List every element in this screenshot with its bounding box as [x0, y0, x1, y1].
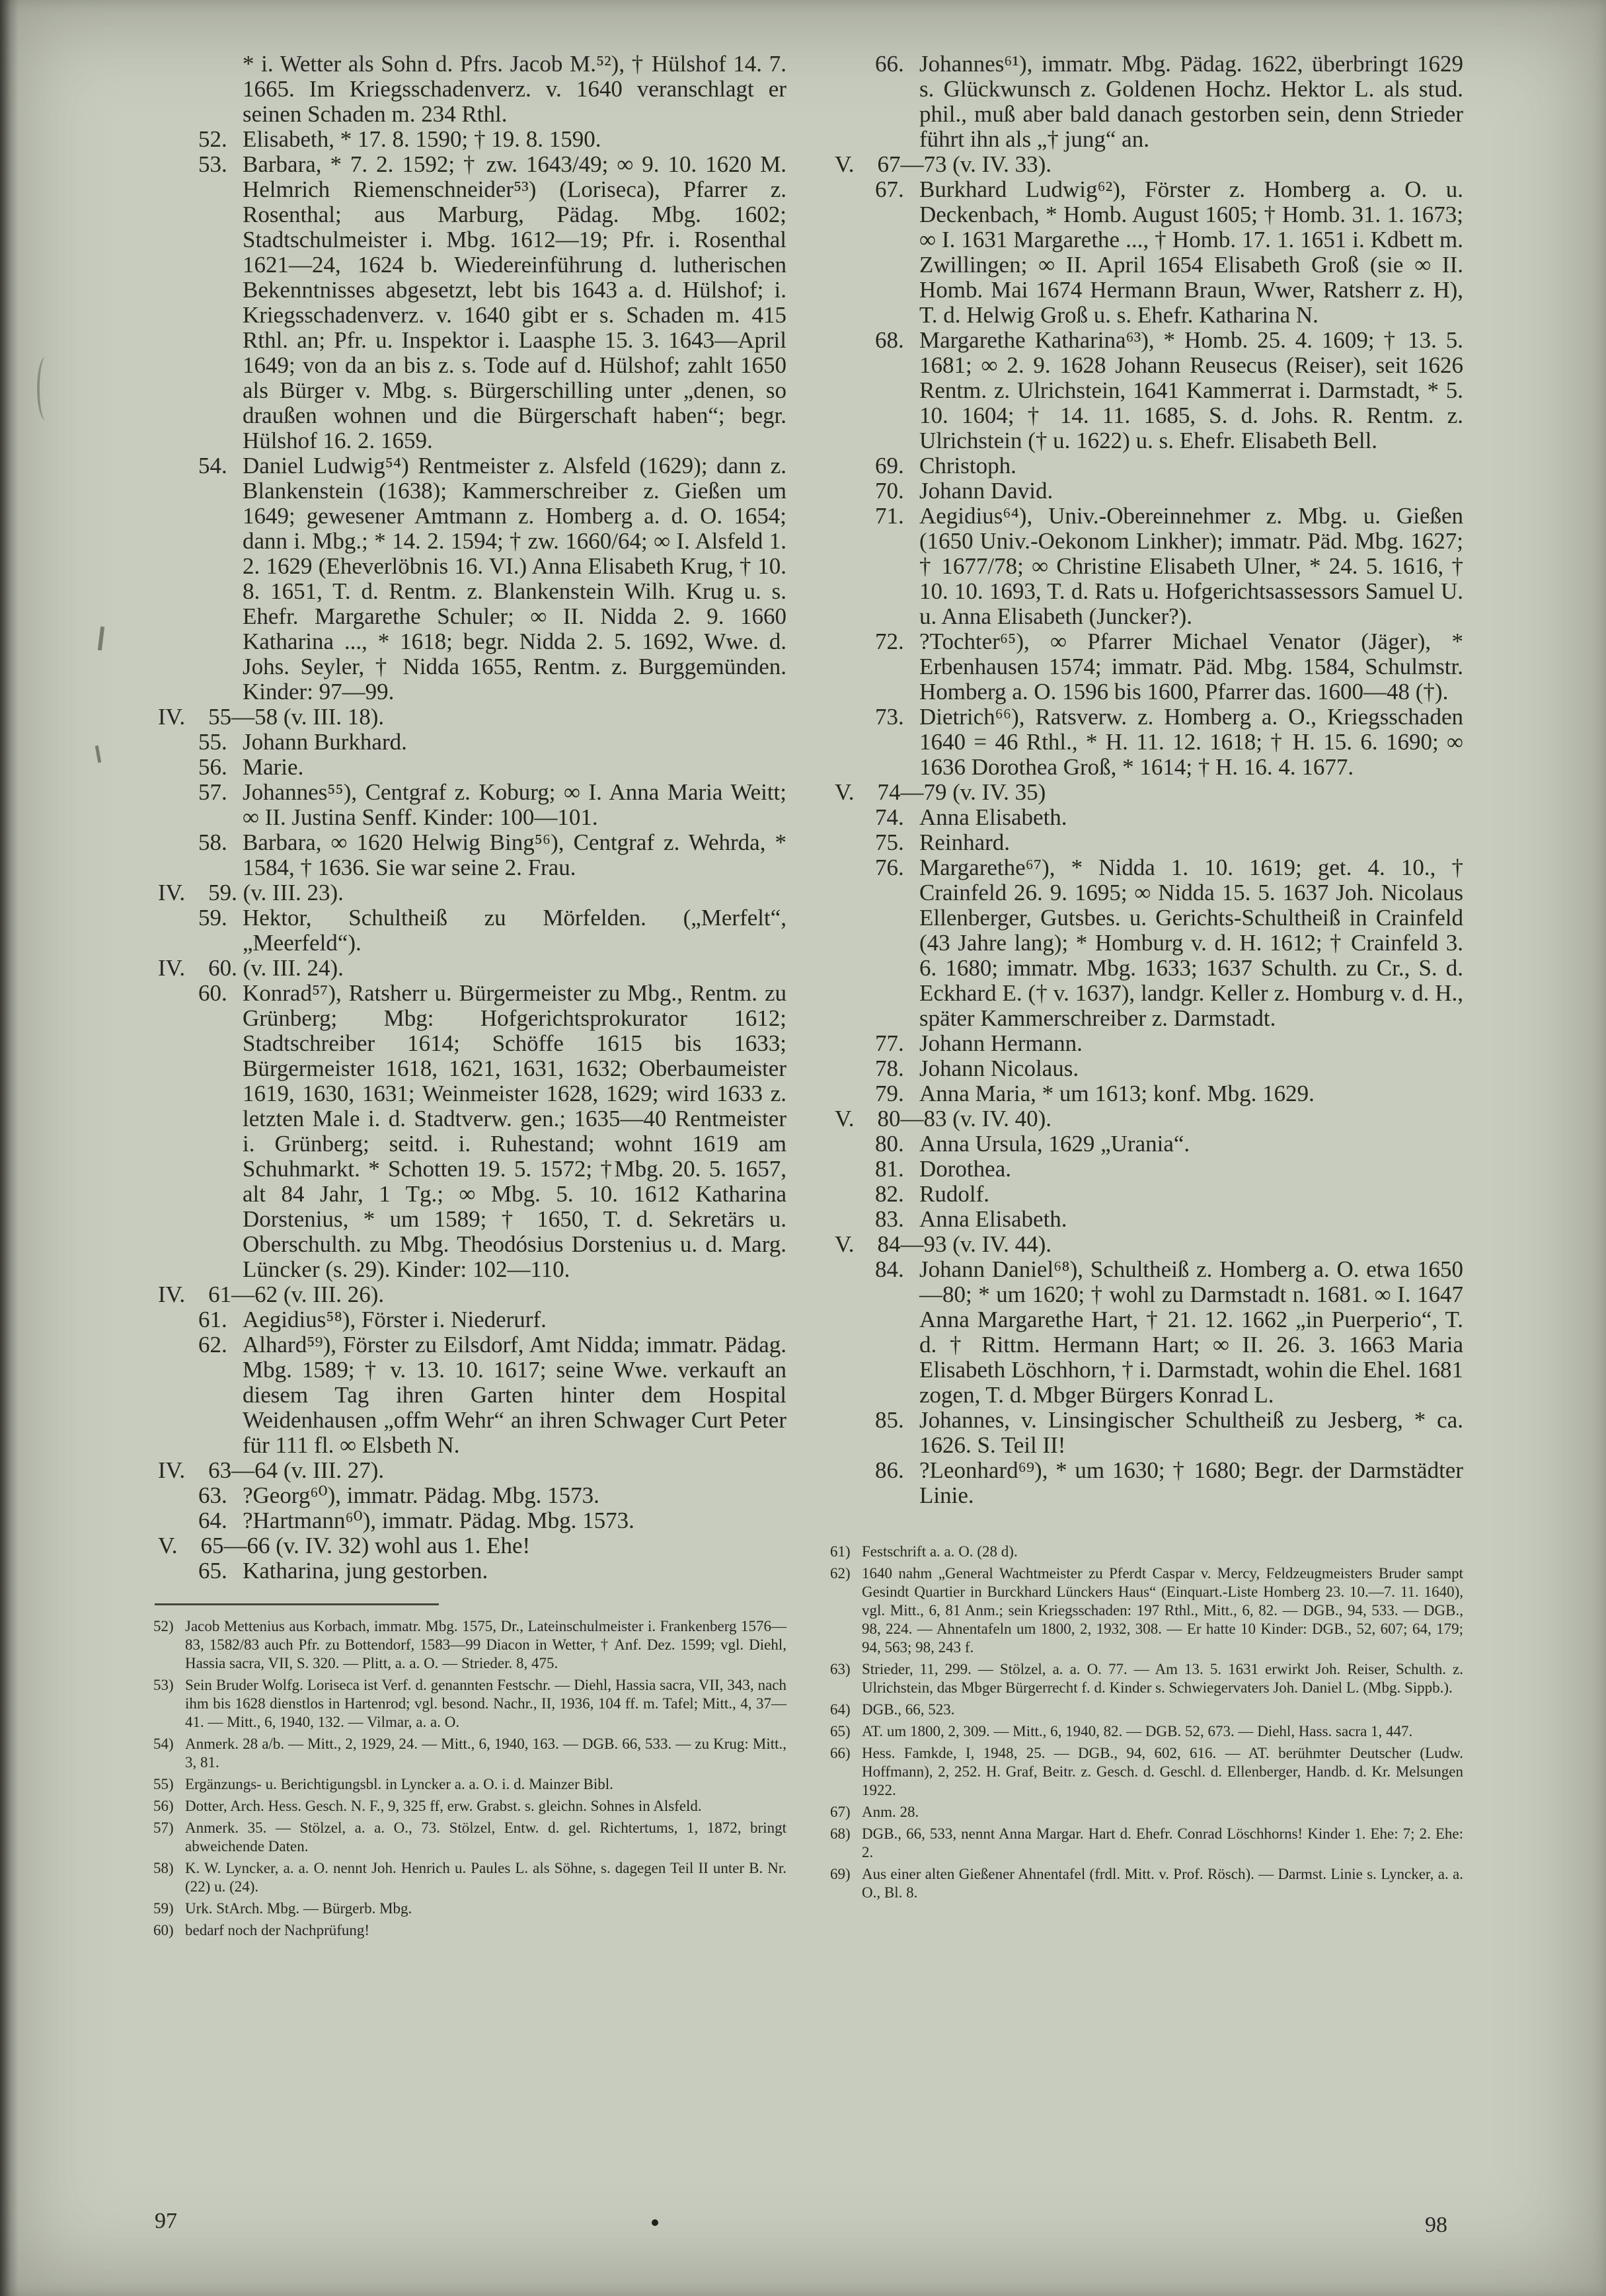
genealogy-entry [830, 705, 1463, 780]
entry-text: Johannes, v. Linsingischer Schultheiß zu Jesberg, * ca. 1626. S. Teil II! [919, 1407, 1463, 1458]
entry-text: Aegidius⁵⁸), Förster i. Niederurf. [243, 1307, 547, 1332]
footnote-number: 65) [830, 1723, 851, 1740]
genealogy-entry [830, 1257, 1463, 1408]
genealogy-entry [153, 1332, 786, 1458]
entry-number: 52. [198, 126, 227, 152]
left-column-footnotes [153, 1617, 786, 1940]
footnote-number: 58) [153, 1860, 174, 1876]
right-column [830, 52, 1463, 1905]
footnote-text: Dotter, Arch. Hess. Gesch. N. F., 9, 325 ff, erw. Grabst. s. gleichn. Sohnes in Alsfeld. [185, 1798, 702, 1814]
genealogy-entry [830, 1408, 1463, 1458]
footnote-text: Sein Bruder Wolfg. Loriseca ist Verf. d. genannten Festschr. — Diehl, Hassia sacra, VII, 343, nach ihm bis 1628 dienstlos in Hartenrod; vgl. besond. Nachr., II, 1936, 104 ff. m. Tafel; Mitt., 4, 37—41. — Mitt., 6, 1940, 132. — Vilmar, a. a. O. [185, 1677, 786, 1730]
generation-header: V. 84—93 (v. IV. 44). [835, 1231, 1052, 1257]
genealogy-entry [153, 127, 786, 152]
generation-header: V. 67—73 (v. IV. 33). [835, 151, 1052, 177]
right-column-footnotes [830, 1543, 1463, 1902]
entry-text: ?Tochter⁶⁵), ∞ Pfarrer Michael Venator (Jäger), * Erbenhausen 1574; immatr. Päd. Mbg. 1584, Schulmstr. Homberg a. O. 1596 bis 1600, Pfarrer das. 1600—48 (†). [919, 629, 1463, 705]
footnote-text: DGB., 66, 523. [862, 1701, 955, 1718]
footnote [830, 1803, 1463, 1821]
genealogy-entry [830, 478, 1463, 504]
entry-number: 56. [198, 754, 227, 780]
entry-text: Barbara, ∞ 1620 Helwig Bing⁵⁶), Centgraf z. Wehrda, * 1584, † 1636. Sie war seine 2. Frau. [243, 829, 786, 880]
footnote-text: Urk. StArch. Mbg. — Bürgerb. Mbg. [185, 1900, 412, 1917]
entry-number: 59. [198, 905, 227, 931]
ink-dot [652, 2219, 658, 2226]
footnote-text: bedarf noch der Nachprüfung! [185, 1922, 370, 1938]
genealogy-entry [830, 830, 1463, 855]
entry-number: 80. [875, 1131, 904, 1157]
footnote [153, 1921, 786, 1940]
genealogy-entry [153, 780, 786, 830]
generation-header: V. 74—79 (v. IV. 35) [835, 779, 1046, 805]
footnote-number: 68) [830, 1825, 851, 1842]
footnote-text: DGB., 66, 533, nennt Anna Margar. Hart d. Ehefr. Conrad Löschhorns! Kinder 1. Ehe: 7; 2. Ehe: 2. [862, 1825, 1463, 1860]
footnote-number: 67) [830, 1804, 851, 1820]
genealogy-entry [153, 755, 786, 780]
entry-text: Reinhard. [919, 829, 1011, 855]
genealogy-entry [830, 1031, 1463, 1056]
footnote [830, 1564, 1463, 1657]
genealogy-entry [153, 905, 786, 956]
entry-number: 86. [875, 1457, 904, 1483]
entry-number: 77. [875, 1030, 904, 1056]
footnote-text: Aus einer alten Gießener Ahnentafel (frdl. Mitt. v. Prof. Rösch). — Darmst. Linie s. Lyncker, a. a. O., Bl. 8. [862, 1866, 1463, 1901]
entry-text: Johannes⁶¹), immatr. Mbg. Pädag. 1622, überbringt 1629 s. Glückwunsch z. Goldenen Hochz. Hektor L. als stud. phil., muß aber bald danach gestorben sein, denn Strieder führt ihn als „† jung“ an. [919, 51, 1463, 152]
footnote [830, 1543, 1463, 1561]
footnote [153, 1617, 786, 1673]
entry-text: Johann Daniel⁶⁸), Schultheiß z. Homberg a. O. etwa 1650—80; * um 1620; † wohl zu Darmstadt n. 1681. ∞ I. 1647 Anna Margarethe Hart, † 21. 12. 1662 „in Puerperio“, T. d. † Rittm. Hermann Hart; ∞ II. 26. 3. 1663 Maria Elisabeth Löschhorn, † i. Darmstadt, wohin die Ehel. 1681 zogen, T. d. Mbger Bürgers Konrad L. [919, 1256, 1463, 1408]
entry-number: 83. [875, 1206, 904, 1232]
entry-number: 71. [875, 503, 904, 529]
genealogy-entry [830, 504, 1463, 629]
entry-number: 68. [875, 327, 904, 353]
entry-number: 70. [875, 478, 904, 504]
entry-text: Alhard⁵⁹), Förster zu Eilsdorf, Amt Nidda; immatr. Pädag. Mbg. 1589; † v. 13. 10. 1617; seine Wwe. verkauft an diesem Tag ihren Garten hinter dem Hospital Weidenhausen „offm Wehr“ an ihren Schwager Curt Peter für 111 fl. ∞ Elsbeth N. [243, 1332, 786, 1458]
entry-number: 55. [198, 729, 227, 755]
footnote [153, 1676, 786, 1732]
generation-header: IV. 59. (v. III. 23). [158, 880, 344, 905]
generation-header: IV. 61—62 (v. III. 26). [158, 1282, 385, 1307]
genealogy-entry [153, 1558, 786, 1584]
entry-text: Margarethe⁶⁷), * Nidda 1. 10. 1619; get. 4. 10., † Crainfeld 26. 9. 1695; ∞ Nidda 15. 5. 1637 Joh. Nicolaus Ellenberger, Gutsbes. u. Gerichts-Schultheiß in Crainfeld (43 Jahre lang); * Homburg v. d. H. 1612; † Crainfeld 3. 6. 1680; immatr. Mbg. 1633; 1637 Schulth. zu Cr., S. d. Eckhard E. († v. 1637), landgr. Keller z. Homburg v. d. H., später Kammerschreiber z. Darmstadt. [919, 855, 1463, 1031]
entry-number: 75. [875, 829, 904, 855]
genealogy-entry [153, 152, 786, 453]
page-number-left: 97 [155, 2209, 177, 2233]
margin-mark [37, 357, 54, 420]
footnote-text: Anmerk. 28 a/b. — Mitt., 2, 1929, 24. — Mitt., 6, 1940, 163. — DGB. 66, 533. — zu Krug: Mitt., 3, 81. [185, 1736, 786, 1771]
footnote-number: 61) [830, 1543, 851, 1560]
entry-number: 63. [198, 1482, 227, 1508]
entry-text: Dietrich⁶⁶), Ratsverw. z. Homberg a. O., Kriegsschaden 1640 = 46 Rthl., * H. 11. 12. 1618; † H. 15. 6. 1690; ∞ 1636 Dorothea Groß, * 1614; † H. 16. 4. 1677. [919, 704, 1463, 780]
page-number-right: 98 [1425, 2213, 1447, 2237]
footnote-number: 66) [830, 1745, 851, 1761]
entry-number: 60. [198, 980, 227, 1006]
footnote [153, 1735, 786, 1772]
genealogy-entry [830, 52, 1463, 152]
genealogy-entry [830, 1157, 1463, 1182]
entry-text: Aegidius⁶⁴), Univ.-Obereinnehmer z. Mbg. u. Gießen (1650 Univ.-Oekonom Linkher); immatr. Päd. Mbg. 1627; † 1677/78; ∞ Christine Elisabeth Ulner, * 24. 5. 1616, † 10. 10. 1693, T. d. Rats u. Hofgerichtsassessors Samuel U. u. Anna Elisabeth (Juncker?). [919, 503, 1463, 629]
entry-number: 84. [875, 1256, 904, 1282]
genealogy-entry [153, 981, 786, 1282]
genealogy-entry [153, 1508, 786, 1533]
entry-text: Margarethe Katharina⁶³), * Homb. 25. 4. 1609; † 13. 5. 1681; ∞ 2. 9. 1628 Johann Reusecus (Reiser), seit 1626 Rentm. z. Ulrichstein, 1641 Kammerrat i. Darmstadt, * 5. 10. 1604; † 14. 11. 1685, S. d. Johs. R. Rentm. z. Ulrichstein († u. 1622) u. s. Ehefr. Elisabeth Bell. [919, 327, 1463, 453]
footnote-text: 1640 nahm „General Wachtmeister zu Pferdt Caspar v. Mercy, Feldzeugmeisters Bruder sampt Gesindt Quartier in Burckhard Lünckers Haus“ (Einquart.-Liste Homberg 23. 10.—7. 11. 1640), vgl. Mitt., 6, 81 Anm.; sein Kriegsschaden: 197 Rthl., Mitt., 6, 82. — DGB., 94, 533. — DGB., 98, 224. — Ahnentafeln um 1800, 2, 1932, 308. — Er hatte 10 Kinder: DGB., 52, 607; 64, 179; 94, 563; 98, 243 f. [862, 1565, 1463, 1656]
entry-number: 78. [875, 1055, 904, 1081]
entry-text: Dorothea. [919, 1156, 1011, 1182]
generation-header: IV. 60. (v. III. 24). [158, 955, 344, 981]
entry-text: Elisabeth, * 17. 8. 1590; † 19. 8. 1590. [243, 126, 601, 152]
entry-text: ?Hartmann⁶⁰), immatr. Pädag. Mbg. 1573. [243, 1508, 634, 1533]
entry-number: 69. [875, 453, 904, 478]
genealogy-entry [830, 1182, 1463, 1207]
entry-number: 76. [875, 855, 904, 880]
entry-number: 79. [875, 1081, 904, 1106]
entry-text: Marie. [243, 754, 304, 780]
entry-number: 57. [198, 779, 227, 805]
footnote-text: Ergänzungs- u. Berichtigungsbl. in Lyncker a. a. O. i. d. Mainzer Bibl. [185, 1776, 613, 1792]
entry-number: 82. [875, 1181, 904, 1207]
footnote-number: 54) [153, 1736, 174, 1752]
entry-text: Daniel Ludwig⁵⁴) Rentmeister z. Alsfeld (1629); dann z. Blankenstein (1638); Kammerschreiber z. Gießen um 1649; gewesener Amtmann z. Homberg a. d. O. 1654; dann i. Mbg.; * 14. 2. 1594; † zw. 1660/64; ∞ I. Alsfeld 1. 2. 1629 (Eheverlöbnis 16. VI.) Anna Elisabeth Krug, † 10. 8. 1651, T. d. Rentm. z. Blankenstein Wilh. Krug u. s. Ehefr. Margarethe Schuler; ∞ II. Nidda 2. 9. 1660 Katharina ..., * 1618; begr. Nidda 2. 5. 1692, Wwe. d. Johs. Seyler, † Nidda 1655, Rentm. z. Burggemünden. Kinder: 97—99. [243, 453, 786, 705]
margin-mark [98, 627, 104, 650]
right-column-text [830, 52, 1463, 1508]
genealogy-entry [153, 453, 786, 705]
entry-number: 74. [875, 804, 904, 830]
entry-text: Barbara, * 7. 2. 1592; † zw. 1643/49; ∞ 9. 10. 1620 M. Helmrich Riemenschneider⁵³) (Loriseca), Pfarrer z. Rosenthal; aus Marburg, Pädag. Mbg. 1602; Stadtschulmeister i. Mbg. 1612—19; Pfr. i. Rosenthal 1621—24, 1624 b. Wiedereinführung d. lutherischen Bekenntnisses abgesetzt, lebt bis 1643 a. d. Hülshof; i. Kriegsschadenverz. v. 1640 gibt er s. Schaden m. 415 Rthl. an; Pfr. u. Inspektor i. Laasphe 15. 3. 1643—April 1649; von da an bis z. s. Tode auf d. Hülshof; zahlt 1650 als Bürger v. Mbg. s. Bürgerschilling unter „denen, so draußen wohnen und die Bürgerschaft haben“; begr. Hülshof 16. 2. 1659. [243, 151, 786, 453]
entry-number: 66. [875, 51, 904, 77]
entry-number: 58. [198, 829, 227, 855]
footnote-text: K. W. Lyncker, a. a. O. nennt Joh. Henrich u. Paules L. als Söhne, s. dagegen Teil II unter B. Nr. (22) u. (24). [185, 1860, 786, 1895]
entry-text: Rudolf. [919, 1181, 989, 1207]
entry-number: 85. [875, 1407, 904, 1433]
footnote [830, 1825, 1463, 1862]
genealogy-entry [830, 629, 1463, 705]
left-column [153, 52, 786, 1943]
footnote-number: 52) [153, 1618, 174, 1634]
genealogy-entry [830, 1207, 1463, 1232]
genealogy-entry [830, 1131, 1463, 1157]
footnote [830, 1660, 1463, 1697]
footnote-separator [155, 1603, 439, 1605]
entry-text: ?Leonhard⁶⁹), * um 1630; † 1680; Begr. der Darmstädter Linie. [919, 1457, 1463, 1508]
entry-text: Konrad⁵⁷), Ratsherr u. Bürgermeister zu Mbg., Rentm. zu Grünberg; Mbg: Hofgerichtsprokurator 1612; Stadtschreiber 1614; Schöffe 1615 bis 1633; Bürgermeister 1618, 1621, 1631, 1632; Oberbaumeister 1619, 1630, 1631; Weinmeister 1628, 1629; wird 1633 z. letzten Male i. d. Stadtverw. gen.; 1635—40 Rentmeister i. Grünberg; seitd. i. Ruhestand; wohnt 1619 am Schuhmarkt. * Schotten 19. 5. 1572; †Mbg. 20. 5. 1657, alt 84 Jahr, 1 Tg.; ∞ Mbg. 5. 10. 1612 Katharina Dorstenius, * um 1589; † 1650, T. d. Sekretärs u. Oberschulth. zu Mbg. Theodósius Dorstenius u. d. Marg. Lüncker (s. 29). Kinder: 102—110. [243, 980, 786, 1282]
genealogy-entry [830, 177, 1463, 328]
footnote-number: 56) [153, 1798, 174, 1814]
entry-number: 65. [198, 1558, 227, 1584]
genealogy-entry [830, 1056, 1463, 1081]
footnote [153, 1899, 786, 1918]
footnote [830, 1701, 1463, 1719]
footnote [153, 1797, 786, 1816]
footnote-text: Anm. 28. [862, 1804, 919, 1820]
genealogy-entry [153, 730, 786, 755]
genealogy-entry [830, 805, 1463, 830]
genealogy-entry [153, 830, 786, 880]
entry-number: 81. [875, 1156, 904, 1182]
footnote-number: 57) [153, 1819, 174, 1836]
footnote-text: Anmerk. 35. — Stölzel, a. a. O., 73. Stölzel, Entw. d. gel. Richtertums, 1, 1872, bringt abweichende Daten. [185, 1819, 786, 1855]
genealogy-entry [830, 1458, 1463, 1508]
footnote [830, 1744, 1463, 1800]
genealogy-entry [153, 1483, 786, 1508]
entry-number: 62. [198, 1332, 227, 1358]
entry-text: Burkhard Ludwig⁶²), Förster z. Homberg a. O. u. Deckenbach, * Homb. August 1605; † Homb. 31. 1. 1673; ∞ I. 1631 Margarethe ..., † Homb. 17. 1. 1651 i. Kdbett m. Zwillingen; ∞ II. April 1654 Elisabeth Groß (sie ∞ II. Homb. Mai 1674 Hermann Braun, Wwer, Ratsherr z. H), T. d. Helwig Groß u. s. Ehefr. Katharina N. [919, 176, 1463, 328]
footnote-text: AT. um 1800, 2, 309. — Mitt., 6, 1940, 82. — DGB. 52, 673. — Diehl, Hass. sacra 1, 447. [862, 1723, 1413, 1740]
entry-text: ?Georg⁶⁰), immatr. Pädag. Mbg. 1573. [243, 1482, 599, 1508]
footnote [153, 1775, 786, 1794]
entry-text: Anna Elisabeth. [919, 1206, 1067, 1232]
entry-number: 54. [198, 453, 227, 478]
footnote [830, 1722, 1463, 1741]
genealogy-entry [830, 328, 1463, 453]
binding-shadow [0, 0, 19, 2296]
generation-header: V. 80—83 (v. IV. 40). [835, 1106, 1052, 1131]
footnote-number: 59) [153, 1900, 174, 1917]
entry-text: Anna Maria, * um 1613; konf. Mbg. 1629. [919, 1081, 1315, 1106]
genealogy-entry [830, 453, 1463, 478]
footnote-number: 62) [830, 1565, 851, 1582]
entry-number: 73. [875, 704, 904, 730]
left-column-text [153, 52, 786, 1584]
footnote [153, 1819, 786, 1856]
entry-number: 67. [875, 176, 904, 202]
generation-header: V. 65—66 (v. IV. 32) wohl aus 1. Ehe! [158, 1533, 531, 1558]
footnote-number: 55) [153, 1776, 174, 1792]
entry-text: Anna Ursula, 1629 „Urania“. [919, 1131, 1190, 1157]
entry-text: Hektor, Schultheiß zu Mörfelden. („Merfelt“, „Meerfeld“). [243, 905, 786, 956]
generation-header: IV. 55—58 (v. III. 18). [158, 704, 385, 730]
footnote-number: 60) [153, 1922, 174, 1938]
genealogy-entry [830, 855, 1463, 1031]
entry-text: Johann David. [919, 478, 1053, 504]
entry-number: 61. [198, 1307, 227, 1332]
entry-number: 72. [875, 629, 904, 654]
entry-text: Katharina, jung gestorben. [243, 1558, 488, 1584]
entry-text: Johannes⁵⁵), Centgraf z. Koburg; ∞ I. Anna Maria Weitt; ∞ II. Justina Senff. Kinder: 100—101. [243, 779, 786, 830]
footnote-number: 63) [830, 1661, 851, 1677]
entry-text: Anna Elisabeth. [919, 804, 1067, 830]
footnote-text: Strieder, 11, 299. — Stölzel, a. a. O. 77. — Am 13. 5. 1631 erwirkt Joh. Reiser, Schulth. z. Ulrichstein, das Mbger Bürgerrecht f. d. Kinder s. Schwiegervaters Joh. Daniel L. (Mbg. Sippb.). [862, 1661, 1463, 1696]
footnote-number: 69) [830, 1866, 851, 1882]
continued-paragraph: * i. Wetter als Sohn d. Pfrs. Jacob M.⁵²), † Hülshof 14. 7. 1665. Im Kriegsschadenverz. v. 1640 veranschlagt er seinen Schaden m. 234 Rthl. [243, 51, 786, 127]
entry-text: Christoph. [919, 453, 1016, 478]
genealogy-entry [153, 1307, 786, 1332]
footnote [153, 1859, 786, 1896]
entry-number: 53. [198, 151, 227, 177]
entry-text: Johann Burkhard. [243, 729, 407, 755]
footnote-number: 64) [830, 1701, 851, 1718]
footnote-text: Festschrift a. a. O. (28 d). [862, 1543, 1018, 1560]
footnote-text: Hess. Famkde, I, 1948, 25. — DGB., 94, 602, 616. — AT. berühmter Deutscher (Ludw. Hoffmann), 2, 252. H. Graf, Beitr. z. Gesch. d. Geschl. d. Ellenberger, Handb. d. Kr. Melsungen 1922. [862, 1745, 1463, 1798]
footnote-number: 53) [153, 1677, 174, 1693]
footnote-text: Jacob Mettenius aus Korbach, immatr. Mbg. 1575, Dr., Lateinschulmeister i. Frankenberg 1576—83, 1582/83 auch Pfr. zu Bottendorf, 1583—99 Diacon in Wetter, † Anf. Dez. 1599; vgl. Diehl, Hassia sacra, VII, S. 320. — Plitt, a. a. O. — Strieder. 8, 475. [185, 1618, 786, 1671]
entry-text: Johann Nicolaus. [919, 1055, 1079, 1081]
genealogy-entry [830, 1081, 1463, 1106]
entry-number: 64. [198, 1508, 227, 1533]
margin-mark [95, 746, 101, 763]
footnote [830, 1865, 1463, 1902]
entry-text: Johann Hermann. [919, 1030, 1083, 1056]
generation-header: IV. 63—64 (v. III. 27). [158, 1457, 385, 1483]
